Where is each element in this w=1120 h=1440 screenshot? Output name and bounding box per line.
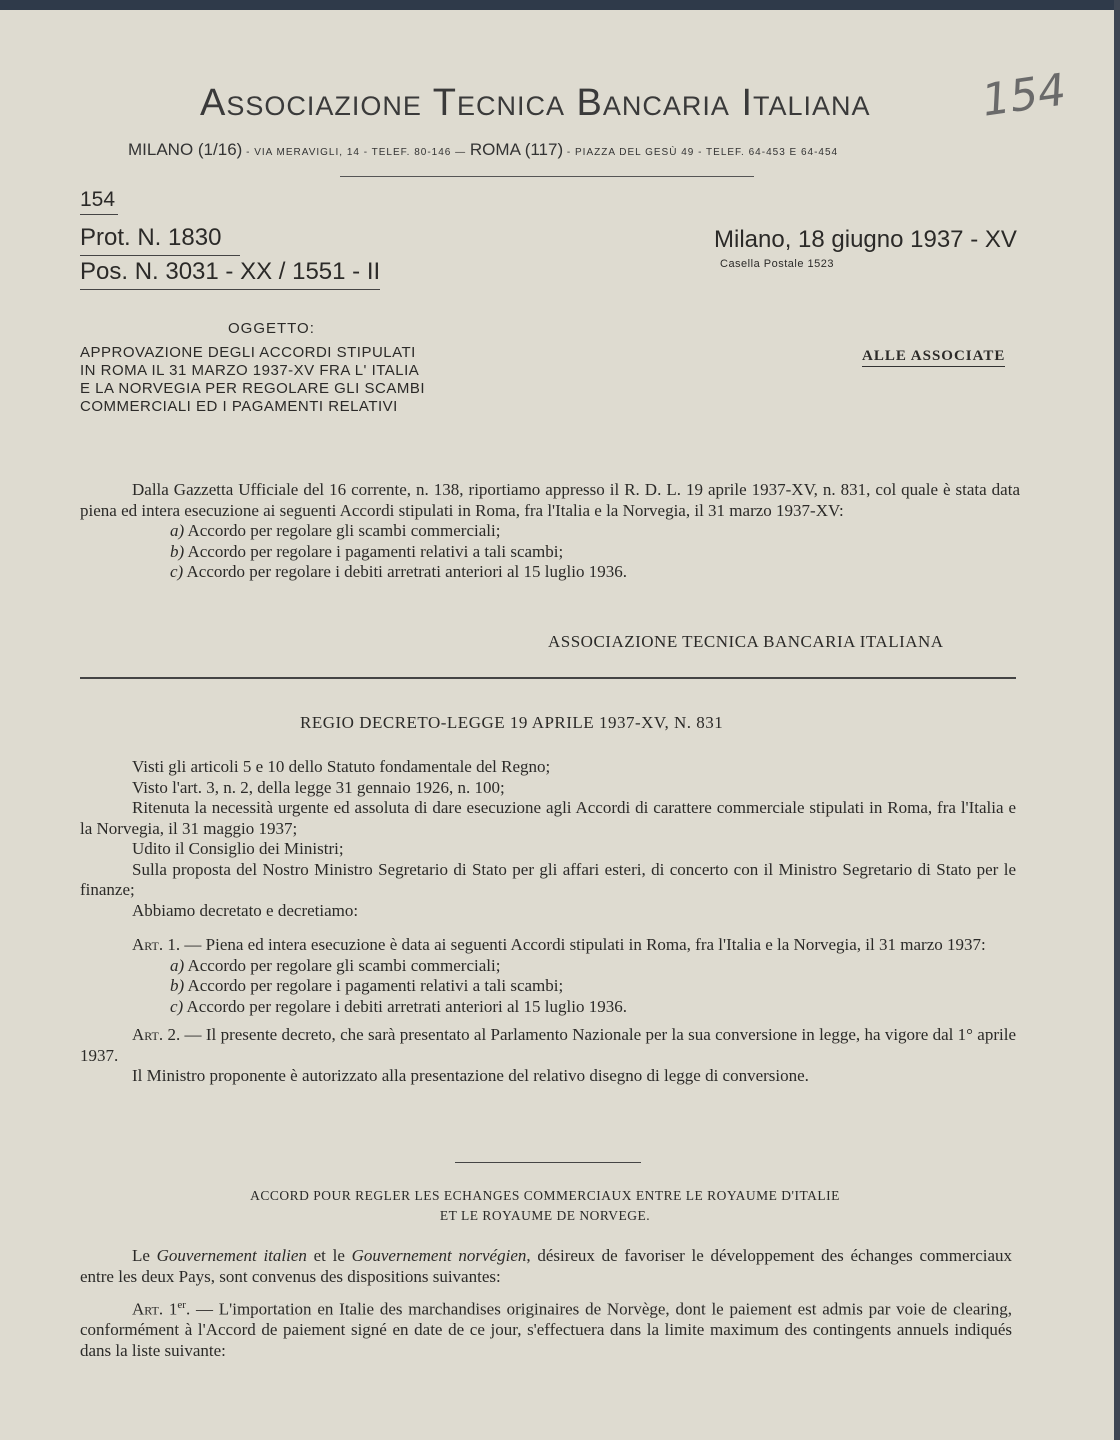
article-2: Art. 2. — Il presente decreto, che sarà presentato al Parlamento Nazionale per la sua conversione in legge, ha vigore dal 1° aprile 1937. [80, 1025, 1016, 1065]
short-divider [455, 1162, 641, 1163]
accord-preamble: Le Gouvernement italien et le Gouvernement norvégien, désireux de favoriser le développement des échanges commerciaux entre les deux Pays, sont convenus des dispositions suivantes: [80, 1246, 1013, 1286]
handwritten-page-number: 154 [978, 64, 1070, 127]
circular-body [80, 480, 1020, 583]
subject-line: IN ROMA IL 31 MARZO 1937-XV FRA L' ITALIA [80, 362, 420, 379]
scan-right-edge [1114, 0, 1120, 1440]
circular-intro: Dalla Gazzetta Ufficiale del 16 corrente, n. 138, riportiamo appresso il R. D. L. 19 aprile 1937-XV, n. 831, col quale è stata data piena ed intera esecuzione ai seguenti Accordi stipulati in Roma, fra l'Italia e la Norvegia, il 31 marzo 1937-XV: [80, 480, 1020, 520]
article-label: Art. 1. [132, 935, 181, 954]
protocol-underline [80, 255, 240, 256]
section-divider [80, 677, 1016, 679]
article-1: Art. 1. — Piena ed intera esecuzione è data ai seguenti Accordi stipulati in Roma, fra l'Italia e la Norvegia, il 31 marzo 1937: [132, 935, 986, 954]
premise: Udito il Consiglio dei Ministri; [132, 839, 344, 858]
premise: Sulla proposta del Nostro Ministro Segretario di Stato per gli affari esteri, di concerto con il Ministro Segretario di Stato per le finanze; [80, 859, 1016, 899]
address-line [128, 140, 838, 160]
number-underline [80, 214, 118, 215]
premise: Abbiamo decretato e decretiamo: [132, 900, 359, 920]
place-date: Milano, 18 giugno 1937 - XV [714, 226, 1017, 253]
decree-title: REGIO DECRETO-LEGGE 19 APRILE 1937-XV, N. 831 [300, 713, 724, 732]
header-divider [340, 176, 754, 177]
subject-line: APPROVAZIONE DEGLI ACCORDI STIPULATI [80, 344, 416, 361]
roma-label: ROMA (117) [469, 140, 564, 159]
protocol-number: Prot. N. 1830 [80, 224, 222, 251]
document-number: 154 [80, 188, 116, 211]
accord-body [80, 1246, 1012, 1361]
article-label: Art. 1 [132, 1299, 178, 1319]
minister-clause: Il Ministro proponente è autorizzato alla presentazione del relativo disegno di legge di conversione. [132, 1066, 809, 1085]
list-item: b) Accordo per regolare i pagamenti relativi a tali scambi; [170, 541, 564, 561]
subject-heading: OGGETTO: [228, 320, 315, 337]
recipient-label: ALLE ASSOCIATE [862, 348, 1005, 367]
decree-body [80, 757, 1016, 1087]
milano-address: - VIA MERAVIGLI, 14 - TELEF. 80-146 — [242, 147, 470, 158]
po-box: Casella Postale 1523 [720, 258, 834, 270]
subject-text [80, 344, 480, 416]
subject-line: E LA NORVEGIA PER REGOLARE GLI SCAMBI [80, 380, 425, 397]
list-item: a) Accordo per regolare gli scambi commerciali; [170, 521, 501, 540]
position-number: Pos. N. 3031 - XX / 1551 - II [80, 258, 381, 285]
subject-line: COMMERCIALI ED I PAGAMENTI RELATIVI [80, 398, 398, 415]
list-item: c) Accordo per regolare i debiti arretrati anteriori al 15 luglio 1936. [170, 562, 627, 581]
accord-article-1: Art. 1er. — L'importation en Italie des marchandises originaires de Norvège, dont le paiement est admis par voie de clearing, conformément à l'Accord de paiement signé en date de ce jour, s'effectuera dans la limite maximum des contingents annuels indiqués dans la liste suivante: [80, 1299, 1012, 1360]
premise: Visti gli articoli 5 e 10 dello Statuto fondamentale del Regno; [132, 757, 551, 776]
milano-label: MILANO (1/16) [128, 140, 243, 159]
premise: Ritenuta la necessità urgente ed assoluta di dare esecuzione agli Accordi di carattere commerciale stipulati in Roma, fra l'Italia e la Norvegia, il 31 maggio 1937; [80, 798, 1016, 838]
scan-top-edge [0, 0, 1120, 10]
list-item: a) Accordo per regolare gli scambi commerciali; [170, 955, 501, 975]
list-item: b) Accordo per regolare i pagamenti relativi a tali scambi; [170, 976, 564, 995]
article-label: Art. 2. [132, 1025, 181, 1044]
circular-signature: ASSOCIAZIONE TECNICA BANCARIA ITALIANA [548, 632, 944, 651]
accord-title: ACCORD POUR REGLER LES ECHANGES COMMERCIAUX ENTRE LE ROYAUME D'ITALIE ET LE ROYAUME DE NORVEGE. [250, 1188, 840, 1223]
premise: Visto l'art. 3, n. 2, della legge 31 gennaio 1926, n. 100; [132, 777, 505, 797]
roma-address: - PIAZZA DEL GESÙ 49 - TELEF. 64-453 E 64-454 [563, 147, 839, 158]
list-item: c) Accordo per regolare i debiti arretrati anteriori al 15 luglio 1936. [170, 996, 627, 1016]
organization-name: Associazione Tecnica Bancaria Italiana [200, 82, 871, 124]
position-underline [80, 289, 380, 290]
